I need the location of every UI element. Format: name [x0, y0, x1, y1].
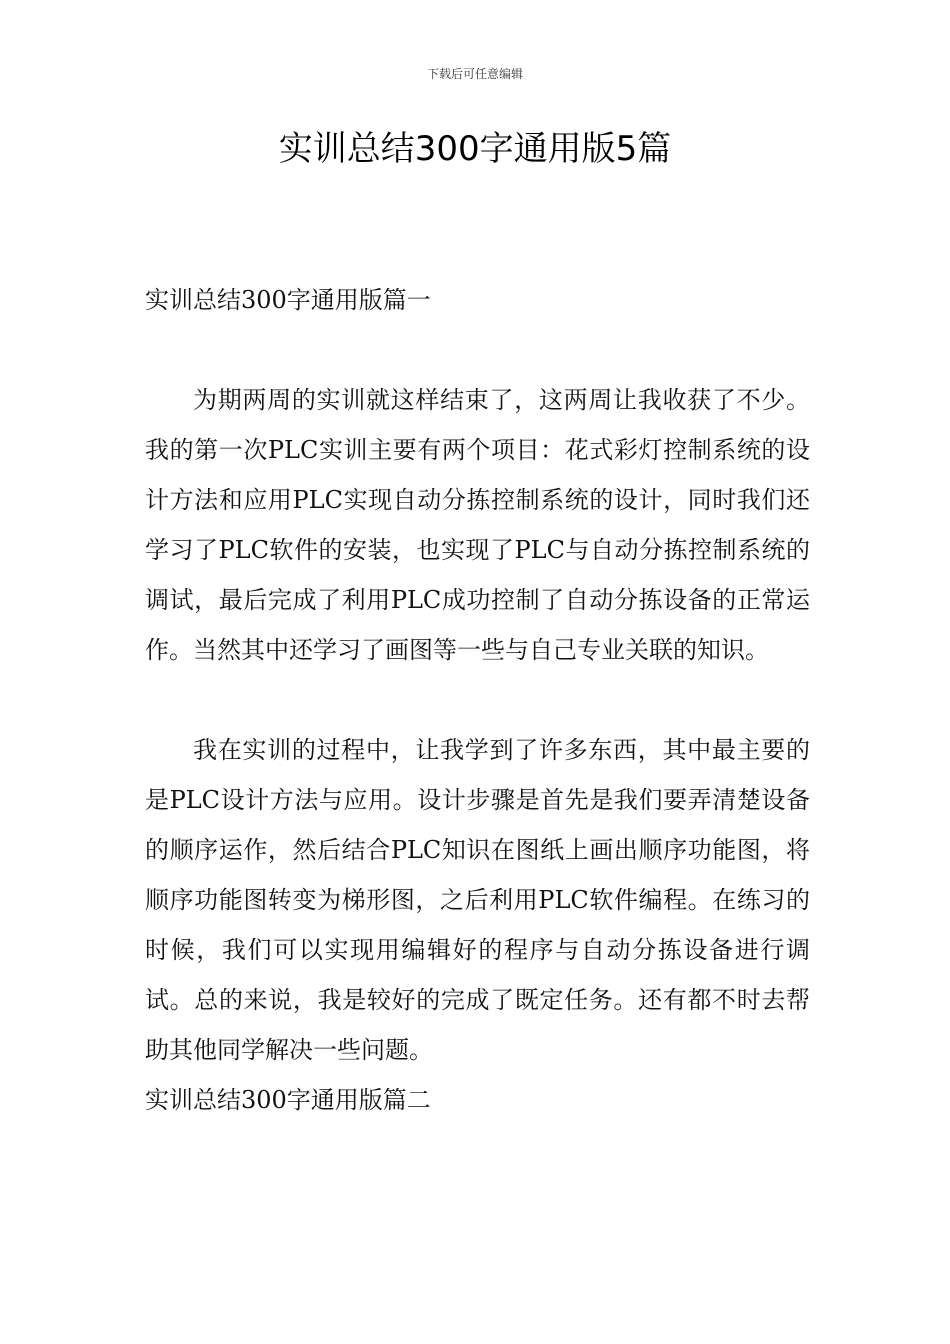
spacer: [145, 675, 810, 725]
section-heading-1: 实训总结300字通用版篇一: [145, 286, 431, 314]
section-1-paragraph-1: 为期两周的实训就这样结束了，这两周让我收获了不少。我的第一次PLC实训主要有两个项目：花式彩灯控制系统的设计方法和应用PLC实现自动分拣控制系统的设计，同时我们还学习了PLC软件的安装，也实现了PLC与自动分拣控制系统的调试，最后完成了利用PLC成功控制了自动分拣设备的正常运作。当然其中还学习了画图等一些与自己专业关联的知识。: [145, 386, 810, 664]
section-heading-2: 实训总结300字通用版篇二: [145, 1086, 431, 1114]
page-header: 下载后可任意编辑: [426, 67, 523, 81]
spacer: [145, 325, 810, 375]
document-body: [145, 275, 810, 1125]
document-title: 实训总结300字通用版5篇: [278, 129, 672, 169]
section-1-paragraph-2: 我在实训的过程中，让我学到了许多东西，其中最主要的是PLC设计方法与应用。设计步骤是首先是我们要弄清楚设备的顺序运作，然后结合PLC知识在图纸上画出顺序功能图，将顺序功能图转变为梯形图，之后利用PLC软件编程。在练习的时候，我们可以实现用编辑好的程序与自动分拣设备进行调试。总的来说，我是较好的完成了既定任务。还有都不时去帮助其他同学解决一些问题。: [145, 736, 810, 1064]
